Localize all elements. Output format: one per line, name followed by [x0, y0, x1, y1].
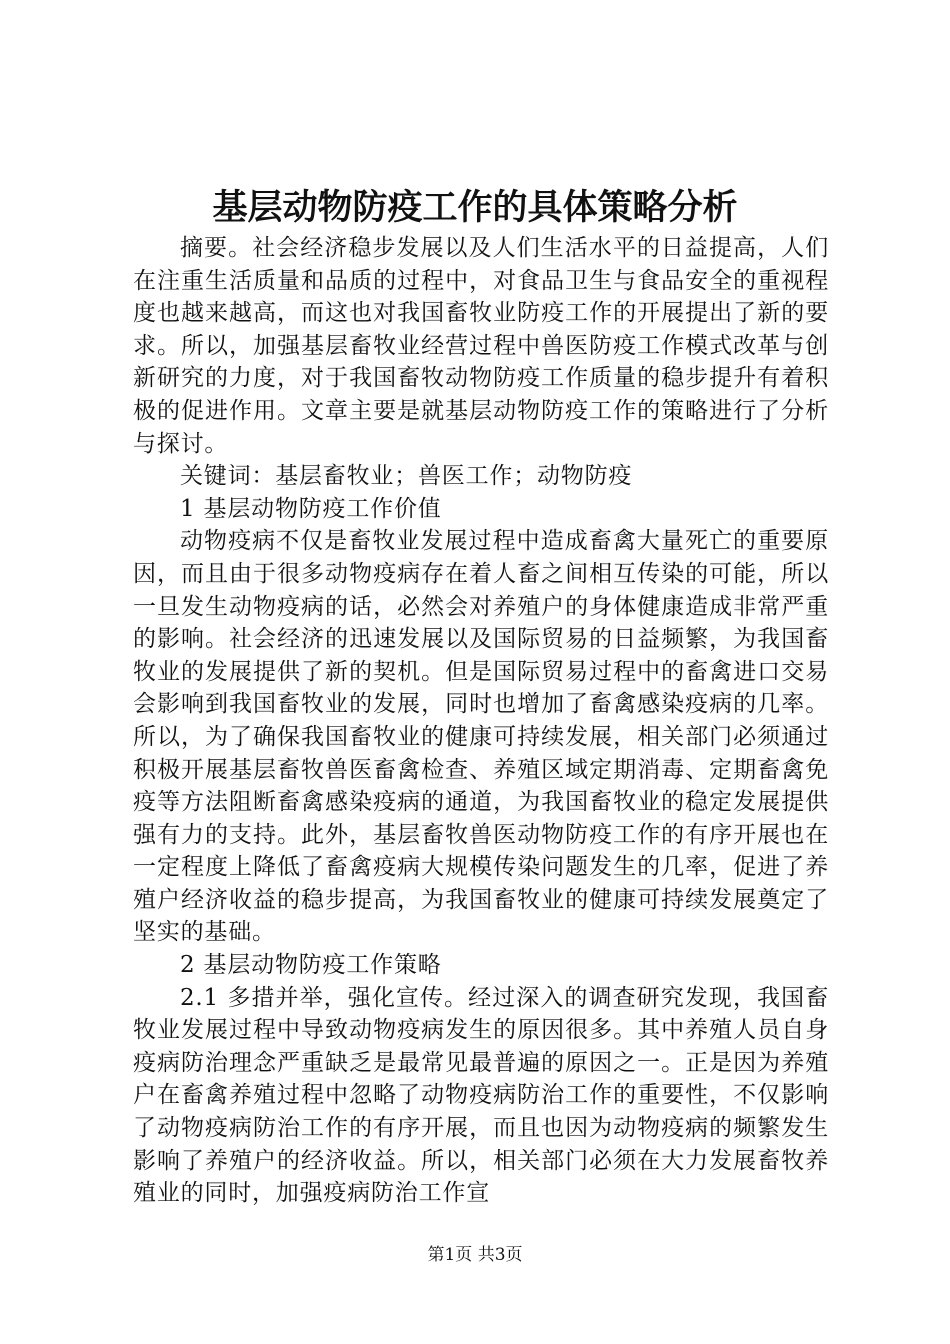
document-body — [133, 232, 829, 1210]
document-title: 基层动物防疫工作的具体策略分析 — [212, 188, 738, 228]
abstract-paragraph: 摘要。社会经济稳步发展以及人们生活水平的日益提高，人们在注重生活质量和品质的过程中，对食品卫生与食品安全的重视程度也越来越高，而这也对我国畜牧业防疫工作的开展提出了新的要求。所以，加强基层畜牧业经营过程中兽医防疫工作模式改革与创新研究的力度，对于我国畜牧动物防疫工作质量的稳步提升有着积极的促进作用。文章主要是就基层动物防疫工作的策略进行了分析与探讨。 — [133, 235, 829, 457]
section-2-heading: 2 基层动物防疫工作策略 — [180, 952, 442, 979]
page-number-footer: 第1页 共3页 — [427, 1245, 523, 1265]
section-1-heading: 1 基层动物防疫工作价值 — [180, 495, 442, 522]
section-2-1-paragraph: 2.1 多措并举，强化宣传。经过深入的调查研究发现，我国畜牧业发展过程中导致动物疫病发生的原因很多。其中养殖人员自身疫病防治理念严重缺乏是最常见最普遍的原因之一。正是因为养殖户在畜禽养殖过程中忽略了动物疫病防治工作的重要性，不仅影响了动物疫病防治工作的有序开展，而且也因为动物疫病的频繁发生影响了养殖户的经济收益。所以，相关部门必须在大力发展畜牧养殖业的同时，加强疫病防治工作宣 — [133, 984, 829, 1207]
keywords-line: 关键词：基层畜牧业；兽医工作；动物防疫 — [180, 463, 633, 490]
section-1-paragraph: 动物疫病不仅是畜牧业发展过程中造成畜禽大量死亡的重要原因，而且由于很多动物疫病存在着人畜之间相互传染的可能，所以一旦发生动物疫病的话，必然会对养殖户的身体健康造成非常严重的影响。社会经济的迅速发展以及国际贸易的日益频繁，为我国畜牧业的发展提供了新的契机。但是国际贸易过程中的畜禽进口交易会影响到我国畜牧业的发展，同时也增加了畜禽感染疫病的几率。所以，为了确保我国畜牧业的健康可持续发展，相关部门必须通过积极开展基层畜牧兽医畜禽检查、养殖区域定期消毒、定期畜禽免疫等方法阻断畜禽感染疫病的通道，为我国畜牧业的稳定发展提供强有力的支持。此外，基层畜牧兽医动物防疫工作的有序开展也在一定程度上降低了畜禽疫病大规模传染问题发生的几率，促进了养殖户经济收益的稳步提高，为我国畜牧业的健康可持续发展奠定了坚实的基础。 — [133, 528, 829, 946]
